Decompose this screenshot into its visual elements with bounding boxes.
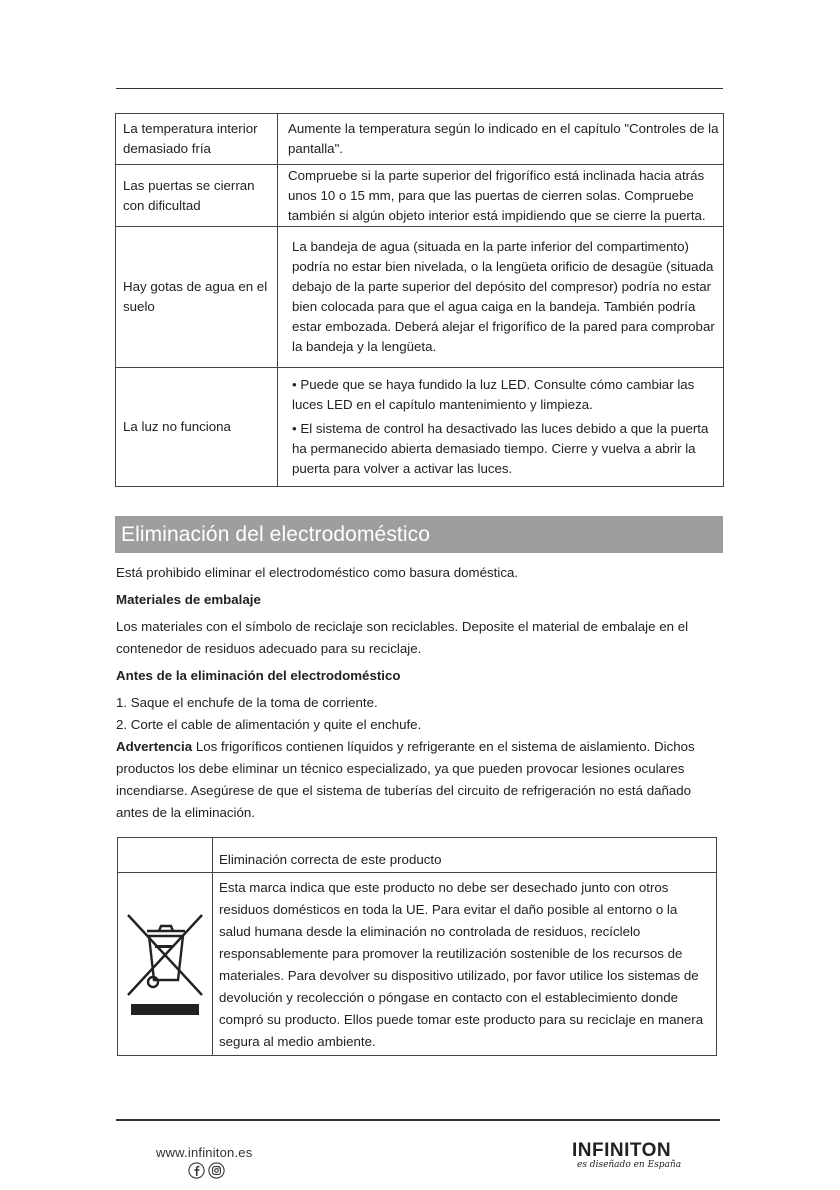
packaging-heading-text: Materiales de embalaje: [116, 592, 261, 607]
weee-icon-cell: [118, 873, 213, 1056]
brand-logo: INFINITON: [572, 1140, 672, 1161]
table-row: [118, 838, 717, 873]
before-heading: [116, 665, 724, 687]
table-row: [116, 368, 724, 487]
packaging-text: Los materiales con el símbolo de reciclaje son reciclables. Deposite el material de embalaje en el contenedor de residuos adecuado para su reciclaje.: [116, 619, 689, 656]
problem-cell: Hay gotas de agua en el suelo: [116, 227, 278, 368]
warning-text: Los frigoríficos contienen líquidos y refrigerante en el sistema de aislamiento. Dichos productos los debe eliminar un técnico especializado, ya que pueden provocar lesiones oculares incendiarse. Asegúrese de que el sistema de tuberías del circuito de refrigeración no está dañado antes de la eliminación.: [116, 739, 695, 820]
disposal-section: [116, 562, 724, 824]
packaging-heading: [116, 589, 724, 611]
solution-cell: [278, 227, 724, 368]
solution-cell: [278, 368, 724, 487]
weee-table: [117, 837, 717, 1056]
weee-header: Eliminación correcta de este producto: [213, 838, 717, 873]
brand-tagline: es diseñado en España: [577, 1160, 682, 1170]
empty-cell: [118, 838, 213, 873]
table-row: [116, 165, 724, 227]
section-title: Eliminación del electrodoméstico: [121, 523, 431, 546]
warning-paragraph: [116, 736, 724, 824]
problem-cell: La luz no funciona: [116, 368, 278, 487]
social-icons: [188, 1162, 225, 1179]
intro-text: Está prohibido eliminar el electrodoméstico como basura doméstica.: [116, 565, 519, 580]
table-row: [118, 873, 717, 1056]
step-1: 1. Saque el enchufe de la toma de corriente.: [116, 695, 378, 710]
table-row: [116, 227, 724, 368]
crossed-out-wheelie-bin-icon: [125, 911, 205, 1016]
solution-text: Compruebe si la parte superior del frigorífico está inclinada hacia atrás unos 10 o 15 mm, para que las puertas de cierren solas. Compruebe también si algún objeto interior está impidiendo que se cierre la puerta.: [288, 167, 706, 223]
solution-text: La bandeja de agua (situada en la parte inferior del compartimento) podría no estar bien nivelada, o la lengüeta orificio de desagüe (situada debajo de la parte superior del depósito del compresor) podría no estar bien colocada para que el agua caiga en la bandeja. También podría estar embozada. Deberá alejar el frigorífico de la pared para comprobar la bandeja y la lengüeta.: [292, 239, 715, 354]
weee-text: Esta marca indica que este producto no debe ser desechado junto con otros residuos domésticos en toda la UE. Para evitar el daño posible al entorno o la salud humana desde la eliminación no controlada de residuos, recíclelo responsablemente para promover la reutilización sostenible de los recursos de materiales. Para devolver su dispositivo utilizado, por favor utilice los sistemas de devolución y recolección o póngase en contacto con el establecimiento donde compró su producto. Ellos puede tomar este producto para su reciclaje en manera segura al medio ambiente.: [213, 873, 717, 1056]
solution-text: Aumente la temperatura según lo indicado en el capítulo "Controles de la pantalla".: [288, 121, 719, 156]
solution-text: • El sistema de control ha desactivado las luces debido a que la puerta ha permanecido abierta demasiado tiempo. Cierre y vuelva a abrir la puerta para volver a activar las luces.: [292, 421, 709, 476]
top-divider: [116, 88, 723, 89]
solution-cell: [278, 114, 724, 165]
footer-divider: [116, 1119, 720, 1121]
troubleshooting-table: [115, 113, 724, 487]
problem-cell: La temperatura interior demasiado fría: [116, 114, 278, 165]
instagram-icon[interactable]: [208, 1162, 225, 1179]
solution-text: • Puede que se haya fundido la luz LED. Consulte cómo cambiar las luces LED en el capítulo mantenimiento y limpieza.: [292, 377, 695, 412]
website-link[interactable]: www.infiniton.es: [156, 1145, 253, 1160]
facebook-icon[interactable]: [188, 1162, 205, 1179]
warning-label: Advertencia: [116, 739, 193, 754]
problem-cell: Las puertas se cierran con dificultad: [116, 165, 278, 227]
table-row: [116, 114, 724, 165]
step-2: 2. Corte el cable de alimentación y quite el enchufe.: [116, 717, 422, 732]
before-heading-text: Antes de la eliminación del electrodoméstico: [116, 668, 401, 683]
solution-cell: [278, 165, 724, 227]
section-header: [115, 516, 723, 553]
